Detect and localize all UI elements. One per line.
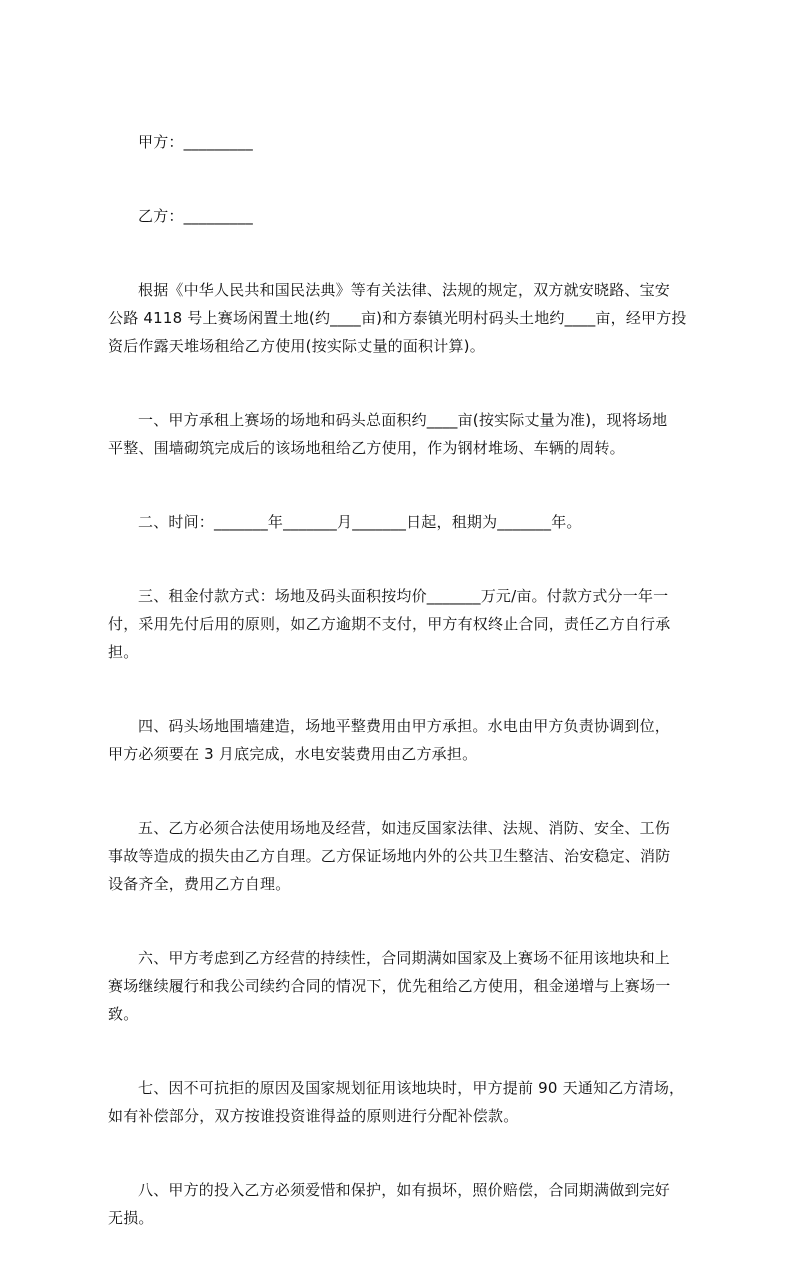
- preamble-paragraph: [108, 276, 700, 360]
- clause-line: 甲方必须要在 3 月底完成，水电安装费用由乙方承担。: [108, 745, 478, 763]
- clause-2: [108, 508, 700, 536]
- preamble-line: 公路 4118 号上赛场闲置土地(约____亩)和方泰镇光明村码头土地约____亩，经甲方投: [108, 309, 687, 327]
- clause-line: 四、码头场地围墙建造，场地平整费用由甲方承担。水电由甲方负责协调到位，: [138, 717, 671, 735]
- party-b-line: 乙方：_________: [138, 207, 253, 225]
- clause-line: 平整、围墙砌筑完成后的该场地租给乙方使用，作为钢材堆场、车辆的周转。: [108, 439, 625, 457]
- clause-1: [108, 406, 700, 462]
- preamble-line: 资后作露天堆场租给乙方使用(按实际丈量的面积计算)。: [108, 337, 485, 355]
- clause-line: 担。: [108, 643, 139, 661]
- clause-line: 一、甲方承租上赛场的场地和码头总面积约____亩(按实际丈量为准)，现将场地: [138, 411, 668, 429]
- party-a-line: 甲方：_________: [138, 133, 253, 151]
- clause-line: 七、因不可抗拒的原因及国家规划征用该地块时，甲方提前 90 天通知乙方清场，: [138, 1079, 685, 1097]
- clause-line: 五、乙方必须合法使用场地及经营，如违反国家法律、法规、消防、安全、工伤: [138, 819, 671, 837]
- clause-3: [108, 582, 700, 666]
- preamble-line: 根据《中华人民共和国民法典》等有关法律、法规的规定，双方就安晓路、宝安: [138, 281, 671, 299]
- clause-8: [108, 1176, 700, 1232]
- clause-line: 付，采用先付后用的原则，如乙方逾期不支付，甲方有权终止合同，责任乙方自行承: [108, 615, 671, 633]
- clause-line: 致。: [108, 1005, 139, 1023]
- clause-6: [108, 944, 700, 1028]
- clause-line: 八、甲方的投入乙方必须爱惜和保护，如有损坏，照价赔偿，合同期满做到完好: [138, 1181, 671, 1199]
- clause-line: 无损。: [108, 1209, 154, 1227]
- clause-line: 如有补偿部分，双方按谁投资谁得益的原则进行分配补偿款。: [108, 1107, 519, 1125]
- clause-5: [108, 814, 700, 898]
- clause-line: 二、时间：_______年_______月_______日起，租期为_______年。: [138, 513, 582, 531]
- clause-line: 三、租金付款方式：场地及码头面积按均价_______万元/亩。付款方式分一年一: [138, 587, 669, 605]
- clause-line: 事故等造成的损失由乙方自理。乙方保证场地内外的公共卫生整洁、治安稳定、消防: [108, 847, 671, 865]
- clause-line: 赛场继续履行和我公司续约合同的情况下，优先租给乙方使用，租金递增与上赛场一: [108, 977, 671, 995]
- clause-line: 设备齐全，费用乙方自理。: [108, 875, 291, 893]
- clause-4: [108, 712, 700, 768]
- document-body: [108, 128, 700, 1278]
- clause-line: 六、甲方考虑到乙方经营的持续性，合同期满如国家及上赛场不征用该地块和上: [138, 949, 671, 967]
